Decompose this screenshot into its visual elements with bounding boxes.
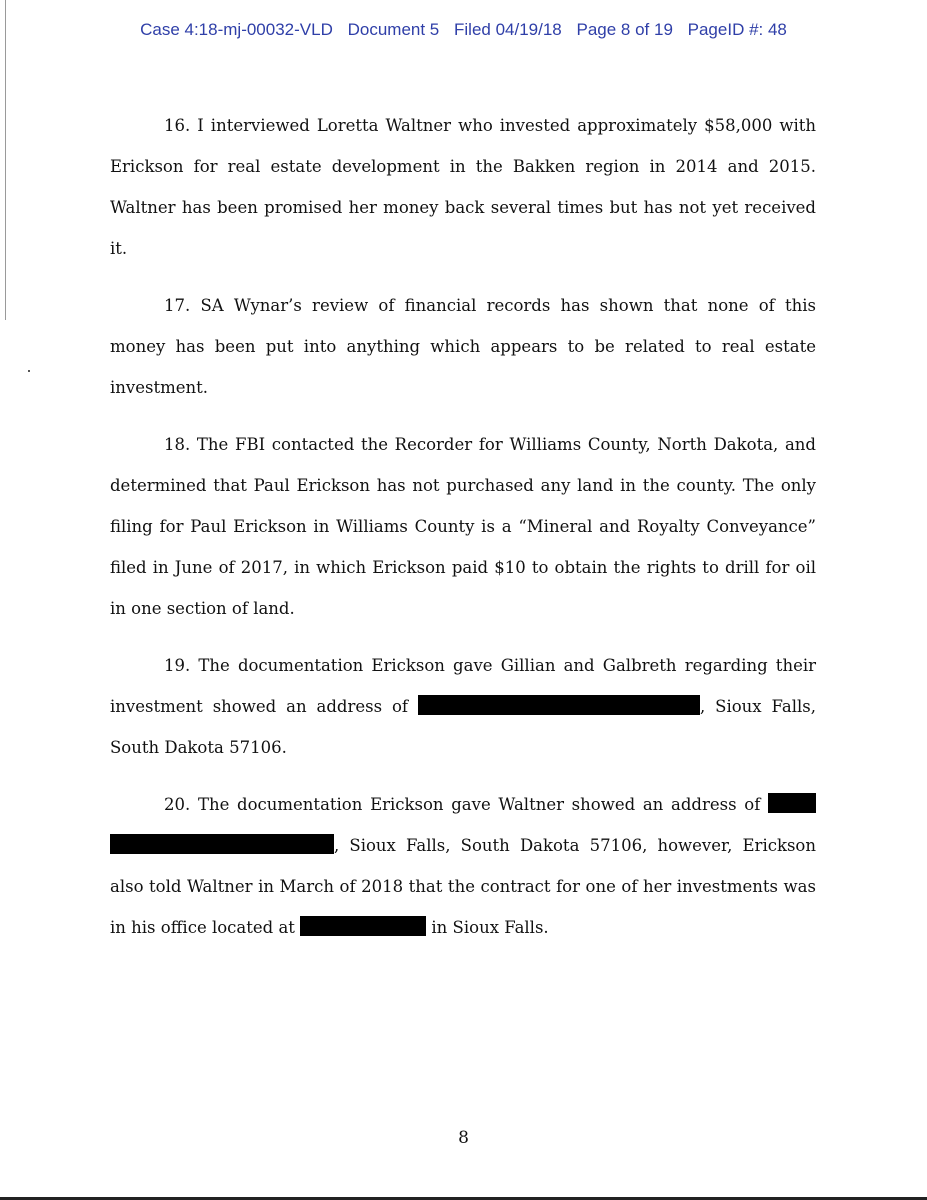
paragraph-19-text-start: 19. The documentation Erickson gave Gillian and Galbreth regarding their investment showed an address of	[110, 656, 816, 716]
paragraph-17: 17. SA Wynar’s review of financial records has shown that none of this money has been put into anything which appears to be related to real estate investment.	[110, 296, 816, 397]
redaction-bar	[768, 793, 816, 813]
paragraph-20-text-end: in Sioux Falls.	[426, 918, 549, 937]
paragraph-19-text-end: , Sioux Falls, South Dakota 57106.	[110, 697, 816, 757]
page-number: 8	[458, 1128, 469, 1148]
page-id: PageID #: 48	[687, 20, 787, 39]
document-number: Document 5	[347, 20, 440, 39]
redaction-bar	[110, 834, 334, 854]
page-count: Page 8 of 19	[576, 20, 673, 39]
document-body	[110, 105, 816, 964]
paragraph-20-text-middle: , Sioux Falls, South Dakota 57106, however, Erickson also told Waltner in March of 2018 that the contract for one of her investments was in his office located at	[110, 836, 816, 937]
scan-edge-line	[5, 0, 6, 320]
paragraph-20	[110, 784, 816, 948]
paragraph-20-text-start: 20. The documentation Erickson gave Waltner showed an address of	[164, 795, 768, 814]
scan-speck	[28, 370, 30, 372]
paragraph-19	[110, 645, 816, 768]
redaction-bar	[300, 916, 426, 936]
case-number: Case 4:18-mj-00032-VLD	[140, 20, 333, 39]
redaction-bar	[418, 695, 700, 715]
filed-date: Filed 04/19/18	[454, 20, 562, 39]
paragraph-18: 18. The FBI contacted the Recorder for Williams County, North Dakota, and determined that Paul Erickson has not purchased any land in the county. The only filing for Paul Erickson in Williams County is a “Mineral and Royalty Conveyance” filed in June of 2017, in which Erickson paid $10 to obtain the rights to drill for oil in one section of land.	[110, 435, 816, 618]
paragraph-16: 16. I interviewed Loretta Waltner who invested approximately $58,000 with Erickson for real estate development in the Bakken region in 2014 and 2015. Waltner has been promised her money back several times but has not yet received it.	[110, 116, 816, 258]
court-filing-header	[0, 20, 927, 40]
